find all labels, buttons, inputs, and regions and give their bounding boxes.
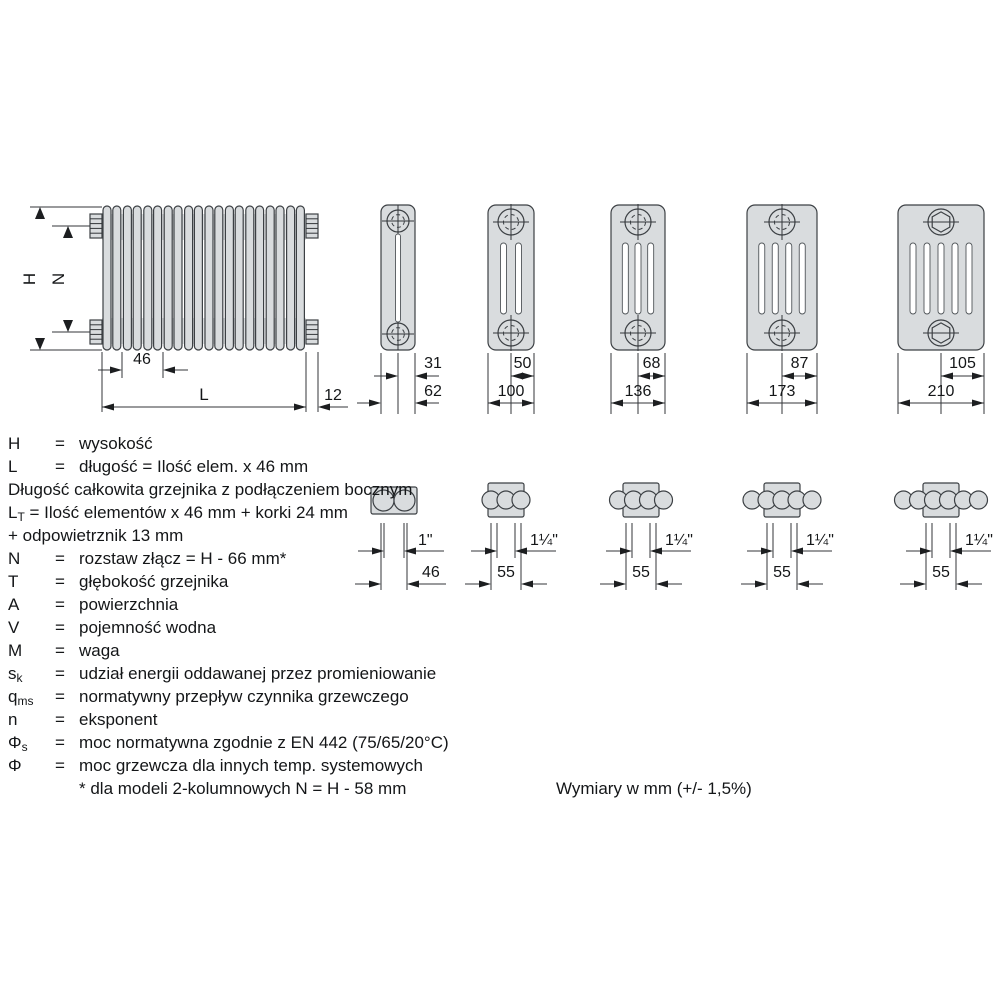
legend-symbol-text: Φ	[8, 756, 22, 775]
length-dim-label: L	[199, 385, 209, 404]
legend-symbol-text: H	[8, 434, 21, 453]
radiator-element	[287, 206, 295, 350]
element-pitch-dim-label: 46	[133, 351, 151, 368]
cross-section-4-column	[611, 204, 665, 414]
half-depth-label: 87	[790, 355, 809, 372]
legend-flow-text: Długość całkowita grzejnika z podłączeniem bocznym	[8, 480, 413, 499]
legend-description: moc normatywna zgodnie z EN 442 (75/65/20°C)	[79, 733, 449, 752]
connection-size-label: 1¼"	[665, 532, 693, 549]
legend-eq-sign: =	[55, 618, 65, 637]
hub-width-label: 46	[422, 564, 440, 581]
cross-section-6-column	[898, 205, 984, 414]
legend-symbol-text: n	[8, 710, 18, 729]
connection-size-label: 1¼"	[965, 532, 993, 549]
legend-row	[8, 662, 498, 685]
legend-flow-subscript: T	[17, 510, 25, 524]
connection-size-label: 1"	[418, 532, 433, 549]
legend-description: rozstaw złącz = H - 66 mm*	[79, 549, 287, 568]
legend-row	[8, 685, 498, 708]
legend-eq-sign: =	[55, 710, 65, 729]
legend-eq-sign: =	[55, 687, 65, 706]
legend-symbol-text: s	[8, 664, 17, 683]
radiator-element	[266, 206, 274, 350]
legend-symbol-subscript: s	[21, 740, 28, 754]
depth-label: 210	[927, 383, 955, 400]
half-depth-label: 68	[642, 355, 661, 372]
connection-size-label: 1¼"	[806, 532, 834, 549]
hub-width-label: 55	[773, 564, 791, 581]
radiator-element	[123, 206, 131, 350]
radiator-element	[225, 206, 233, 350]
legend-row	[8, 708, 498, 731]
legend-row	[8, 455, 498, 478]
legend-row	[8, 478, 498, 501]
side-connector	[90, 320, 102, 344]
hub-width-label: 55	[632, 564, 650, 581]
cross-section-figures	[357, 204, 984, 414]
legend-symbol-subscript: k	[16, 671, 23, 685]
legend-description: głębokość grzejnika	[79, 572, 229, 591]
cross-section-3-column	[488, 204, 534, 414]
half-depth-label: 31	[424, 355, 442, 372]
legend-symbol-text: T	[8, 572, 19, 591]
legend-row	[8, 432, 498, 455]
legend-description: udział energii oddawanej przez promieniowanie	[79, 664, 437, 683]
depth-label: 100	[497, 383, 525, 400]
legend-eq-sign: =	[55, 664, 65, 683]
radiator-element	[246, 206, 254, 350]
hub-width-label: 55	[932, 564, 950, 581]
legend-eq-sign: =	[55, 756, 65, 775]
radiator-element	[205, 206, 213, 350]
side-connector	[306, 320, 318, 344]
legend-row	[8, 639, 498, 662]
legend-description: waga	[79, 641, 120, 660]
legend-flow-pre: L	[8, 503, 18, 522]
legend-symbol-text: A	[8, 595, 20, 614]
cross-section-5-column	[747, 204, 817, 414]
depth-label: 173	[768, 383, 796, 400]
legend-description: moc grzewcza dla innych temp. systemowych	[79, 756, 423, 775]
radiator-element	[185, 206, 193, 350]
legend-flow-text: + odpowietrznik 13 mm	[8, 526, 184, 545]
legend-eq-sign: =	[55, 733, 65, 752]
legend-eq-sign: =	[55, 641, 65, 660]
top-view-5-column	[741, 483, 834, 590]
spacing-dim-label: N	[49, 272, 68, 286]
legend-description: powierzchnia	[79, 595, 179, 614]
legend-eq-sign: =	[55, 434, 65, 453]
half-depth-label: 50	[513, 355, 532, 372]
legend-row	[8, 731, 498, 754]
legend-description: długość = Ilość elem. x 46 mm	[79, 457, 309, 476]
depth-label: 62	[424, 383, 442, 400]
legend-symbol-subscript: ms	[17, 694, 34, 708]
side-connector	[306, 214, 318, 238]
legend-eq-sign: =	[55, 595, 65, 614]
legend-row	[8, 754, 498, 777]
radiator-element	[164, 206, 172, 350]
cross-section-2-column	[357, 205, 442, 414]
legend-description: wysokość	[79, 434, 153, 453]
side-connector	[90, 214, 102, 238]
legend-description: pojemność wodna	[79, 618, 217, 637]
legend-description: normatywny przepływ czynnika grzewczego	[79, 687, 409, 706]
height-dim-label: H	[20, 272, 39, 286]
legend-row	[8, 547, 498, 570]
legend-eq-sign: =	[55, 457, 65, 476]
connection-size-label: 1¼"	[530, 532, 558, 549]
footer-note: Wymiary w mm (+/- 1,5%)	[556, 779, 752, 798]
top-view-6-column	[895, 483, 993, 590]
legend-symbol-text: L	[8, 457, 18, 476]
legend-symbol-text: Φ	[8, 733, 22, 752]
half-depth-label: 105	[949, 355, 976, 372]
legend-eq-sign: =	[55, 572, 65, 591]
legend-row	[8, 616, 498, 639]
hub-width-label: 55	[497, 564, 515, 581]
front-view-figure	[30, 206, 348, 412]
top-view-4-column	[600, 483, 693, 590]
legend	[8, 432, 498, 800]
legend-row	[8, 524, 498, 547]
legend-flow-text: = Ilość elementów x 46 mm + korki 24 mm	[24, 503, 348, 522]
radiator-element	[144, 206, 152, 350]
side-connection-dim-label: 12	[324, 387, 342, 404]
legend-symbol-text: q	[8, 687, 18, 706]
legend-symbol-text: N	[8, 549, 21, 568]
radiator-element	[103, 206, 111, 350]
legend-eq-sign: =	[55, 549, 65, 568]
legend-row	[8, 593, 498, 616]
legend-description: eksponent	[79, 710, 158, 729]
depth-label: 136	[624, 383, 652, 400]
legend-symbol-text: M	[8, 641, 23, 660]
legend-row	[8, 570, 498, 593]
legend-flow-text: * dla modeli 2-kolumnowych N = H - 58 mm	[79, 779, 407, 798]
legend-row	[8, 501, 498, 524]
legend-symbol-text: V	[8, 618, 20, 637]
legend-row	[8, 777, 498, 800]
